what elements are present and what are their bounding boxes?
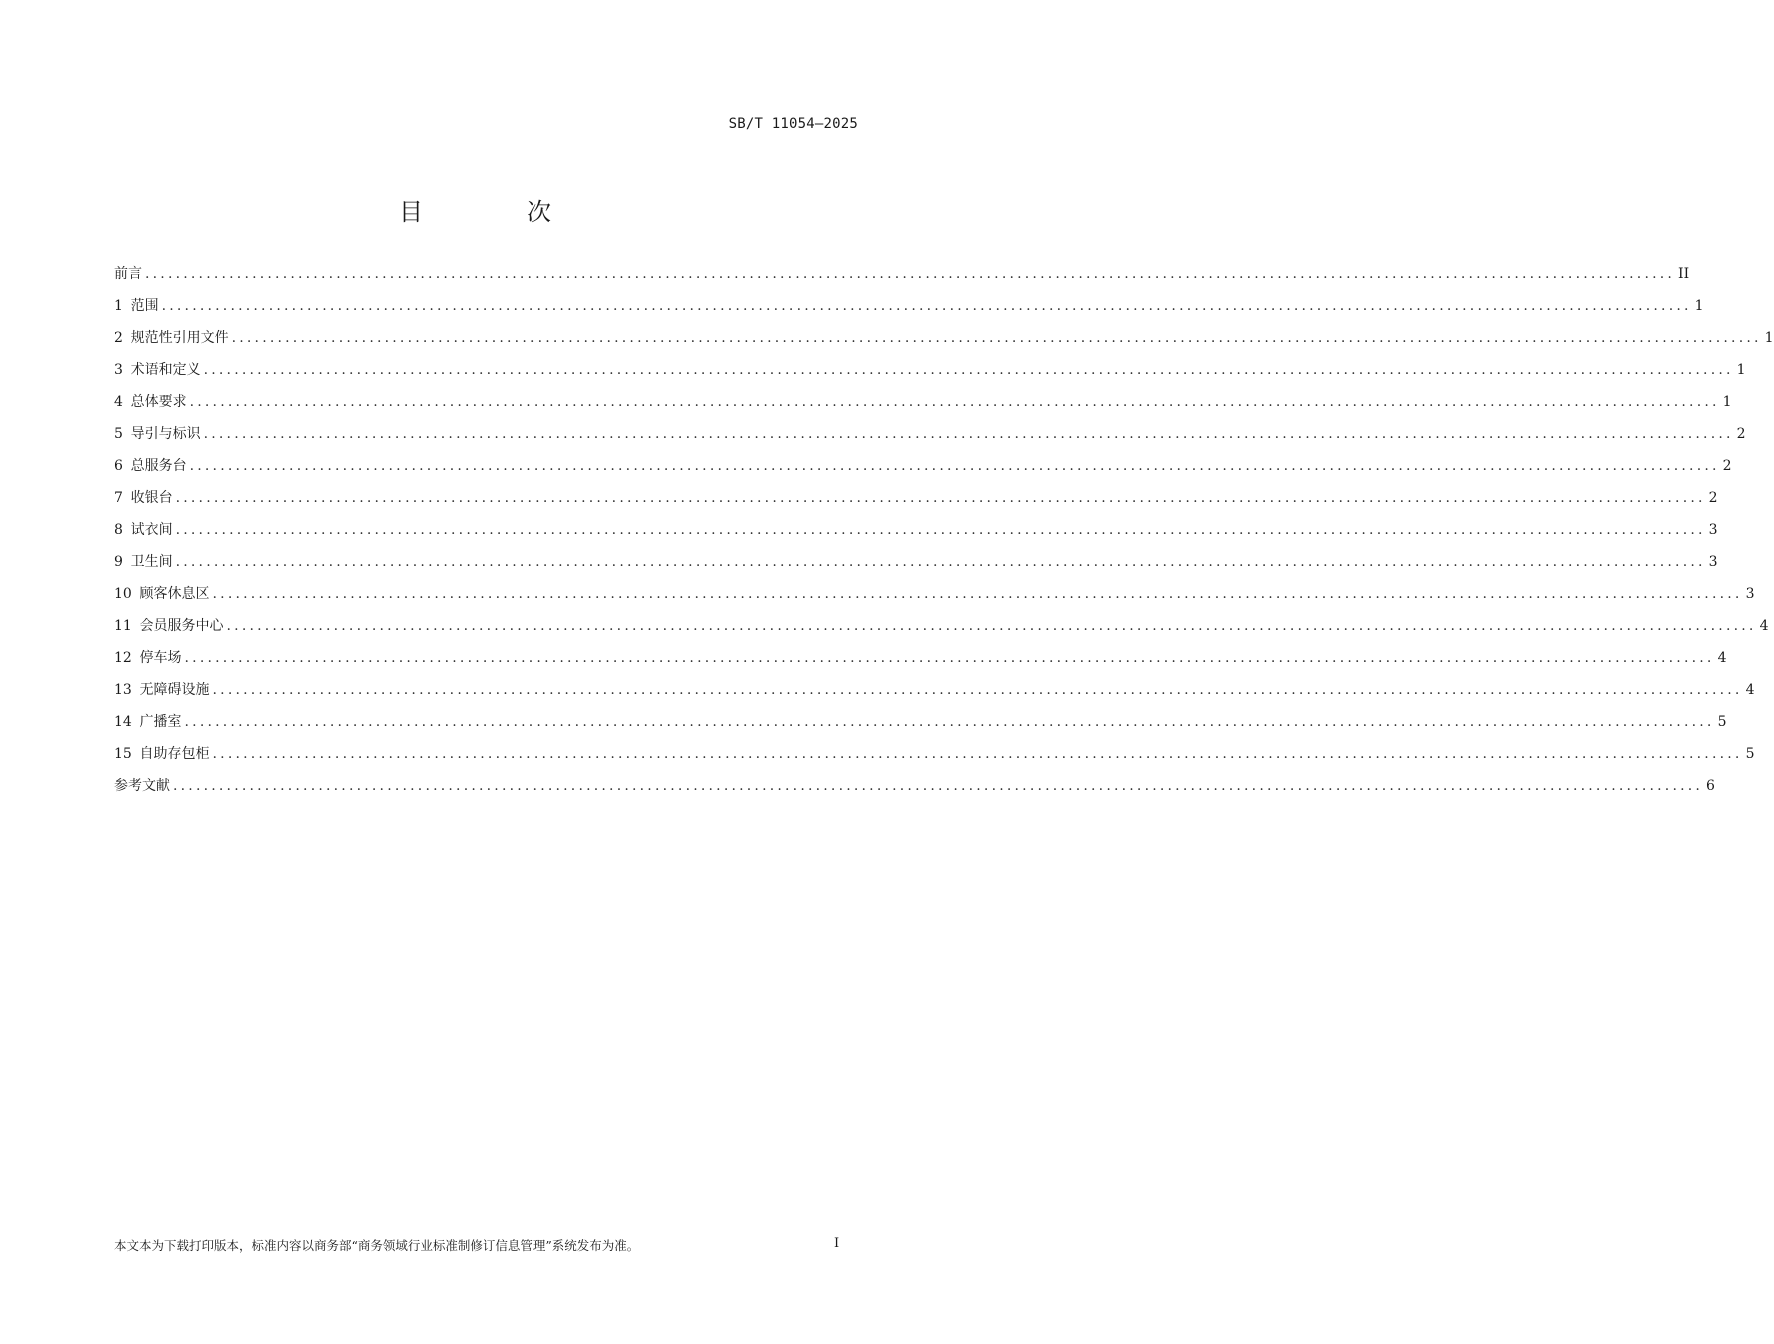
toc-entry-label: 收银台 [130,490,173,506]
toc-entry-page: 5 [1717,714,1727,730]
toc-entry[interactable] [114,450,1732,482]
toc-entry-page: 4 [1717,650,1727,666]
toc-entry[interactable] [114,418,1746,450]
toc-leader-dots: ........................................................................................................................................................................................................ [203,362,1734,378]
toc-leader-dots: ........................................................................................................................................................................................................ [189,394,1720,410]
toc-entry[interactable] [114,514,1718,546]
toc-entry-label: 前言 [114,266,142,282]
toc-entry-page: 1 [1736,362,1746,378]
toc-entry-number: 6 [114,458,123,474]
toc-entry-number: 5 [114,426,123,442]
toc-entry-page: 2 [1736,426,1746,442]
toc-entry-page: 5 [1745,746,1755,762]
toc-leader-dots: ........................................................................................................................................................................................................ [175,554,1706,570]
toc-entry-page: 1 [1722,394,1732,410]
toc-entry-label: 范围 [130,298,159,314]
toc-entry-number: 7 [114,490,123,506]
toc-leader-dots: ........................................................................................................................................................................................................ [212,586,1743,602]
toc-leader-dots: ........................................................................................................................................................................................................ [161,298,1692,314]
toc-entry-label: 广播室 [139,714,182,730]
toc-entry[interactable] [114,674,1755,706]
toc-entry-number: 1 [114,298,123,314]
toc-entry[interactable] [114,610,1769,642]
toc-entry[interactable] [114,578,1755,610]
toc-entry-page: 2 [1722,458,1732,474]
toc-entry-page: 4 [1745,682,1755,698]
toc-entry-label: 导引与标识 [130,426,201,442]
toc-entry-label: 总服务台 [130,458,187,474]
toc-leader-dots: ........................................................................................................................................................................................................ [175,490,1706,506]
toc-leader-dots: ........................................................................................................................................................................................................ [184,650,1715,666]
toc-entry-number: 14 [114,714,132,730]
toc-entry-page: 6 [1706,778,1715,794]
toc-entry-label: 参考文献 [114,778,170,794]
toc-entry-label: 顾客休息区 [139,586,210,602]
toc-entry-label: 会员服务中心 [139,618,224,634]
toc-list [114,258,1774,802]
toc-entry-page: 1 [1694,298,1704,314]
toc-entry-page: 3 [1708,522,1718,538]
toc-entry-page: 2 [1708,490,1718,506]
page-number: I [834,1236,840,1251]
toc-entry-page: 3 [1708,554,1718,570]
toc-entry-number: 12 [114,650,132,666]
toc-entry-number: 11 [114,618,132,634]
toc-entry-label: 无障碍设施 [139,682,210,698]
toc-entry[interactable] [114,642,1727,674]
toc-entry-number: 13 [114,682,132,698]
toc-entry-label: 自助存包柜 [139,746,210,762]
toc-entry[interactable] [114,258,1690,290]
toc-leader-dots: ........................................................................................................................................................................................................ [203,426,1734,442]
toc-leader-dots: ........................................................................................................................................................................................................ [212,746,1743,762]
toc-entry-number: 4 [114,394,123,410]
toc-entry-label: 停车场 [139,650,182,666]
toc-entry[interactable] [114,290,1704,322]
toc-entry-number: 10 [114,586,132,602]
toc-leader-dots: ........................................................................................................................................................................................................ [175,522,1706,538]
toc-entry-number: 8 [114,522,123,538]
toc-entry[interactable] [114,738,1755,770]
toc-title: 目 次 [399,198,591,226]
toc-entry-number: 3 [114,362,123,378]
toc-entry-page: II [1678,266,1690,282]
toc-entry-page: 1 [1764,330,1774,346]
footer-note: 本文本为下载打印版本，标准内容以商务部“商务领域行业标准制修订信息管理”系统发布为准。 [114,1238,640,1253]
toc-entry[interactable] [114,770,1715,802]
toc-entry-label: 试衣间 [130,522,173,538]
toc-entry-label: 术语和定义 [130,362,201,378]
toc-entry[interactable] [114,354,1746,386]
toc-entry-page: 4 [1759,618,1769,634]
toc-entry[interactable] [114,322,1774,354]
toc-entry-number: 15 [114,746,132,762]
toc-entry-label: 总体要求 [130,394,187,410]
toc-entry[interactable] [114,482,1718,514]
toc-leader-dots: ........................................................................................................................................................................................................ [145,266,1676,282]
toc-entry-label: 规范性引用文件 [130,330,229,346]
toc-leader-dots: ........................................................................................................................................................................................................ [173,778,1704,794]
toc-leader-dots: ........................................................................................................................................................................................................ [212,682,1743,698]
toc-entry-page: 3 [1745,586,1755,602]
standard-code: SB/T 11054—2025 [728,116,858,132]
toc-entry[interactable] [114,706,1727,738]
toc-leader-dots: ........................................................................................................................................................................................................ [231,330,1762,346]
toc-entry[interactable] [114,386,1732,418]
toc-leader-dots: ........................................................................................................................................................................................................ [184,714,1715,730]
toc-entry[interactable] [114,546,1718,578]
toc-leader-dots: ........................................................................................................................................................................................................ [189,458,1720,474]
toc-entry-number: 9 [114,554,123,570]
toc-entry-label: 卫生间 [130,554,173,570]
toc-leader-dots: ........................................................................................................................................................................................................ [226,618,1757,634]
toc-entry-number: 2 [114,330,123,346]
